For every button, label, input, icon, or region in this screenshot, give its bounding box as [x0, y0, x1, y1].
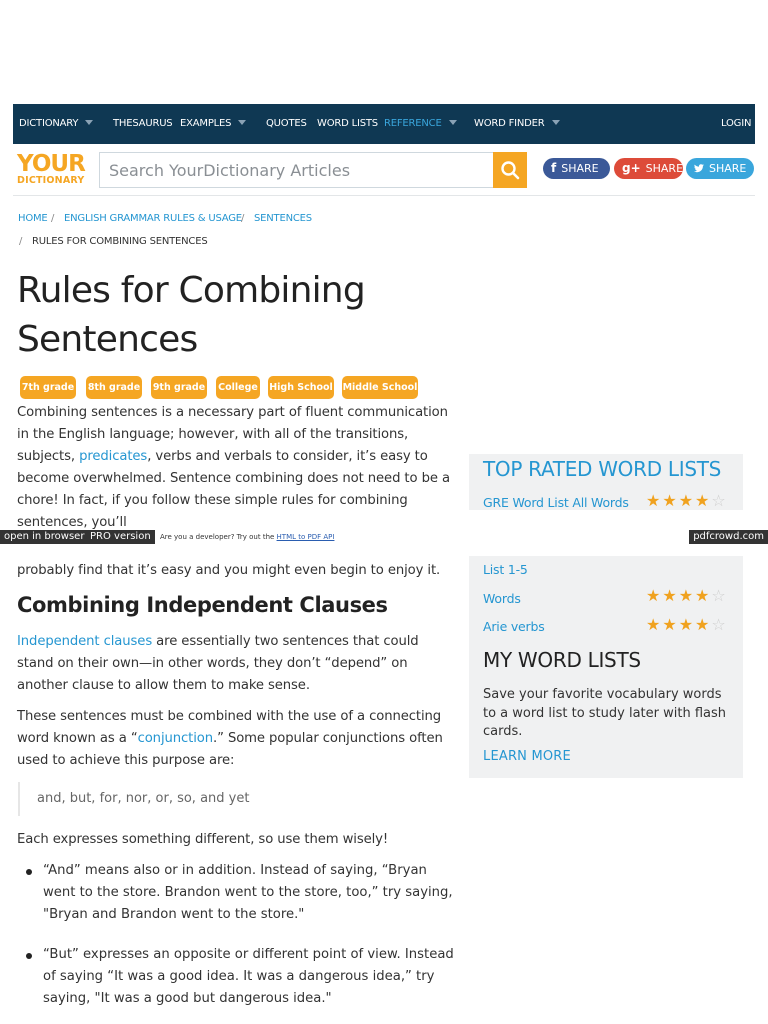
star-filled-icon: ★: [695, 586, 712, 605]
section-heading: Combining Independent Clauses: [17, 593, 388, 617]
google-plus-share-button[interactable]: [614, 158, 683, 179]
star-filled-icon: ★: [662, 491, 679, 510]
breadcrumb-separator: /: [19, 236, 23, 247]
search-input[interactable]: [100, 153, 494, 187]
star-empty-icon: ☆: [711, 491, 728, 510]
nav-word-finder[interactable]: [474, 104, 560, 144]
twitter-icon: [694, 158, 704, 179]
conjunction-link[interactable]: conjunction: [137, 731, 214, 746]
logo-wordmark-top: YOUR: [17, 151, 85, 177]
star-empty-icon: ☆: [711, 615, 728, 634]
breadcrumb-grammar[interactable]: ENGLISH GRAMMAR RULES & USAGE: [64, 213, 242, 224]
nav-login-label: LOGIN: [721, 118, 752, 129]
pdf-toolbar: [0, 530, 768, 546]
chevron-down-icon: [238, 120, 246, 125]
pdfcrowd-brand[interactable]: pdfcrowd.com: [689, 530, 768, 544]
conjunction-text-start: These sentences must be combined with the use of a connecting word known as a “: [17, 709, 442, 746]
word-list-link-arie-verbs[interactable]: Arie verbs: [483, 619, 545, 634]
nav-examples-label: EXAMPLES: [180, 118, 232, 129]
site-logo[interactable]: [17, 153, 89, 189]
developer-promo-text: Are you a developer? Try out the: [160, 533, 277, 541]
nav-quotes[interactable]: [266, 104, 307, 144]
star-filled-icon: ★: [646, 491, 663, 510]
star-filled-icon: ★: [695, 615, 712, 634]
star-filled-icon: ★: [646, 615, 663, 634]
my-word-lists-heading: MY WORD LISTS: [483, 648, 641, 672]
bullet-marker: [26, 953, 32, 959]
rating-stars: [646, 617, 728, 633]
pro-version-button[interactable]: PRO version: [86, 530, 155, 544]
star-filled-icon: ★: [695, 491, 712, 510]
conjunction-paragraph: [17, 706, 457, 772]
star-filled-icon: ★: [662, 615, 679, 634]
breadcrumb-current: RULES FOR COMBINING SENTENCES: [32, 236, 208, 247]
breadcrumb-home[interactable]: HOME: [18, 213, 48, 224]
word-list-link-words[interactable]: Words: [483, 591, 521, 606]
word-list-link-gre[interactable]: GRE Word List All Words: [483, 495, 629, 510]
advice-paragraph: Each expresses something different, so use them wisely!: [17, 832, 389, 847]
nav-thesaurus[interactable]: [113, 104, 172, 144]
nav-dictionary-label: DICTIONARY: [19, 118, 79, 129]
google-plus-icon: g+: [622, 161, 641, 175]
tag-college[interactable]: College: [216, 376, 260, 399]
tag-9th-grade[interactable]: 9th grade: [151, 376, 207, 399]
nav-dictionary[interactable]: [19, 104, 93, 144]
nav-reference-label: REFERENCE: [384, 118, 442, 129]
intro-paragraph: [17, 402, 457, 530]
star-filled-icon: ★: [678, 615, 696, 634]
star-filled-icon: ★: [646, 586, 663, 605]
star-filled-icon: ★: [678, 586, 696, 605]
breadcrumb-separator: /: [51, 213, 55, 224]
nav-thesaurus-label: THESAURUS: [113, 118, 173, 129]
google-plus-share-label: SHARE: [645, 162, 684, 175]
twitter-share-label: SHARE: [709, 162, 747, 175]
tag-middle-school[interactable]: Middle School: [342, 376, 418, 399]
page-title: Rules for Combining Sentences: [17, 270, 365, 360]
breadcrumb-separator: /: [241, 213, 245, 224]
nav-quotes-label: QUOTES: [266, 118, 307, 129]
search-button[interactable]: [493, 152, 527, 188]
nav-word-lists-label: WORD LISTS: [317, 118, 378, 129]
open-in-browser-button[interactable]: open in browser: [0, 530, 88, 544]
intro-text-start: Combining sentences is a necessary part of fluent communication in the English language; however, with all of the transitions, subjects,: [17, 405, 448, 464]
conjunction-text-end: .” Some popular conjunctions often used to achieve this purpose are:: [17, 731, 443, 768]
independent-clauses-text: are essentially two sentences that could stand on their own—in other words, they don’t “depend” on another clause to allow them to make sense.: [17, 634, 419, 693]
star-filled-icon: ★: [662, 586, 679, 605]
tag-7th-grade[interactable]: 7th grade: [20, 376, 76, 399]
logo-wordmark-bottom: DICTIONARY: [17, 175, 85, 186]
predicates-link[interactable]: predicates: [79, 449, 148, 464]
rating-stars: [646, 493, 728, 509]
facebook-share-button[interactable]: [543, 158, 610, 179]
my-word-lists-description: Save your favorite vocabulary words to a word list to study later with flash cards.: [483, 687, 726, 739]
chevron-down-icon: [449, 120, 457, 125]
conjunction-blockquote: and, but, for, nor, or, so, and yet: [18, 782, 448, 816]
html-to-pdf-link[interactable]: HTML to PDF API: [276, 533, 335, 541]
nav-word-lists[interactable]: [317, 104, 378, 144]
list-item-and: “And” means also or in addition. Instead of saying, “Bryan went to the store. Brandon went to the store, too,” try saying, "Bryan and Brandon went to the store.": [43, 863, 453, 922]
twitter-share-button[interactable]: [686, 158, 754, 179]
independent-clauses-link[interactable]: Independent clauses: [17, 634, 153, 649]
rating-stars: [646, 588, 728, 604]
nav-word-finder-label: WORD FINDER: [474, 118, 545, 129]
star-filled-icon: ★: [678, 491, 696, 510]
breadcrumb-sentences[interactable]: SENTENCES: [254, 213, 312, 224]
nav-login[interactable]: [721, 104, 751, 144]
star-empty-icon: ☆: [711, 586, 728, 605]
nav-examples[interactable]: [180, 104, 246, 144]
developer-promo: [160, 532, 334, 542]
main-navbar: [13, 104, 755, 144]
list-item-but: “But” expresses an opposite or different point of view. Instead of saying “It was a good idea. It was a dangerous idea,” try saying, "It was a good but dangerous idea.": [43, 947, 454, 1006]
learn-more-link[interactable]: LEARN MORE: [483, 749, 571, 764]
word-list-link-list-1-5[interactable]: List 1-5: [483, 562, 528, 577]
search-box: [99, 152, 495, 188]
facebook-share-label: SHARE: [561, 162, 599, 175]
intro-paragraph-continued: probably find that it’s easy and you might even begin to enjoy it.: [17, 563, 441, 578]
header-divider: [13, 195, 755, 196]
chevron-down-icon: [552, 120, 560, 125]
nav-reference[interactable]: [384, 104, 457, 144]
tag-8th-grade[interactable]: 8th grade: [86, 376, 142, 399]
search-icon: [500, 160, 520, 180]
top-rated-heading: TOP RATED WORD LISTS: [483, 457, 722, 481]
facebook-icon: f: [551, 161, 557, 175]
bullet-marker: [26, 869, 32, 875]
chevron-down-icon: [85, 120, 93, 125]
tag-high-school[interactable]: High School: [268, 376, 334, 399]
intro-text-end: , verbs and verbals to consider, it’s easy to become overwhelmed. Sentence combining does not need to be a chore! In fact, if you follow these simple rules for combining sentences, you’ll: [17, 449, 450, 530]
independent-clauses-paragraph: [17, 631, 457, 697]
